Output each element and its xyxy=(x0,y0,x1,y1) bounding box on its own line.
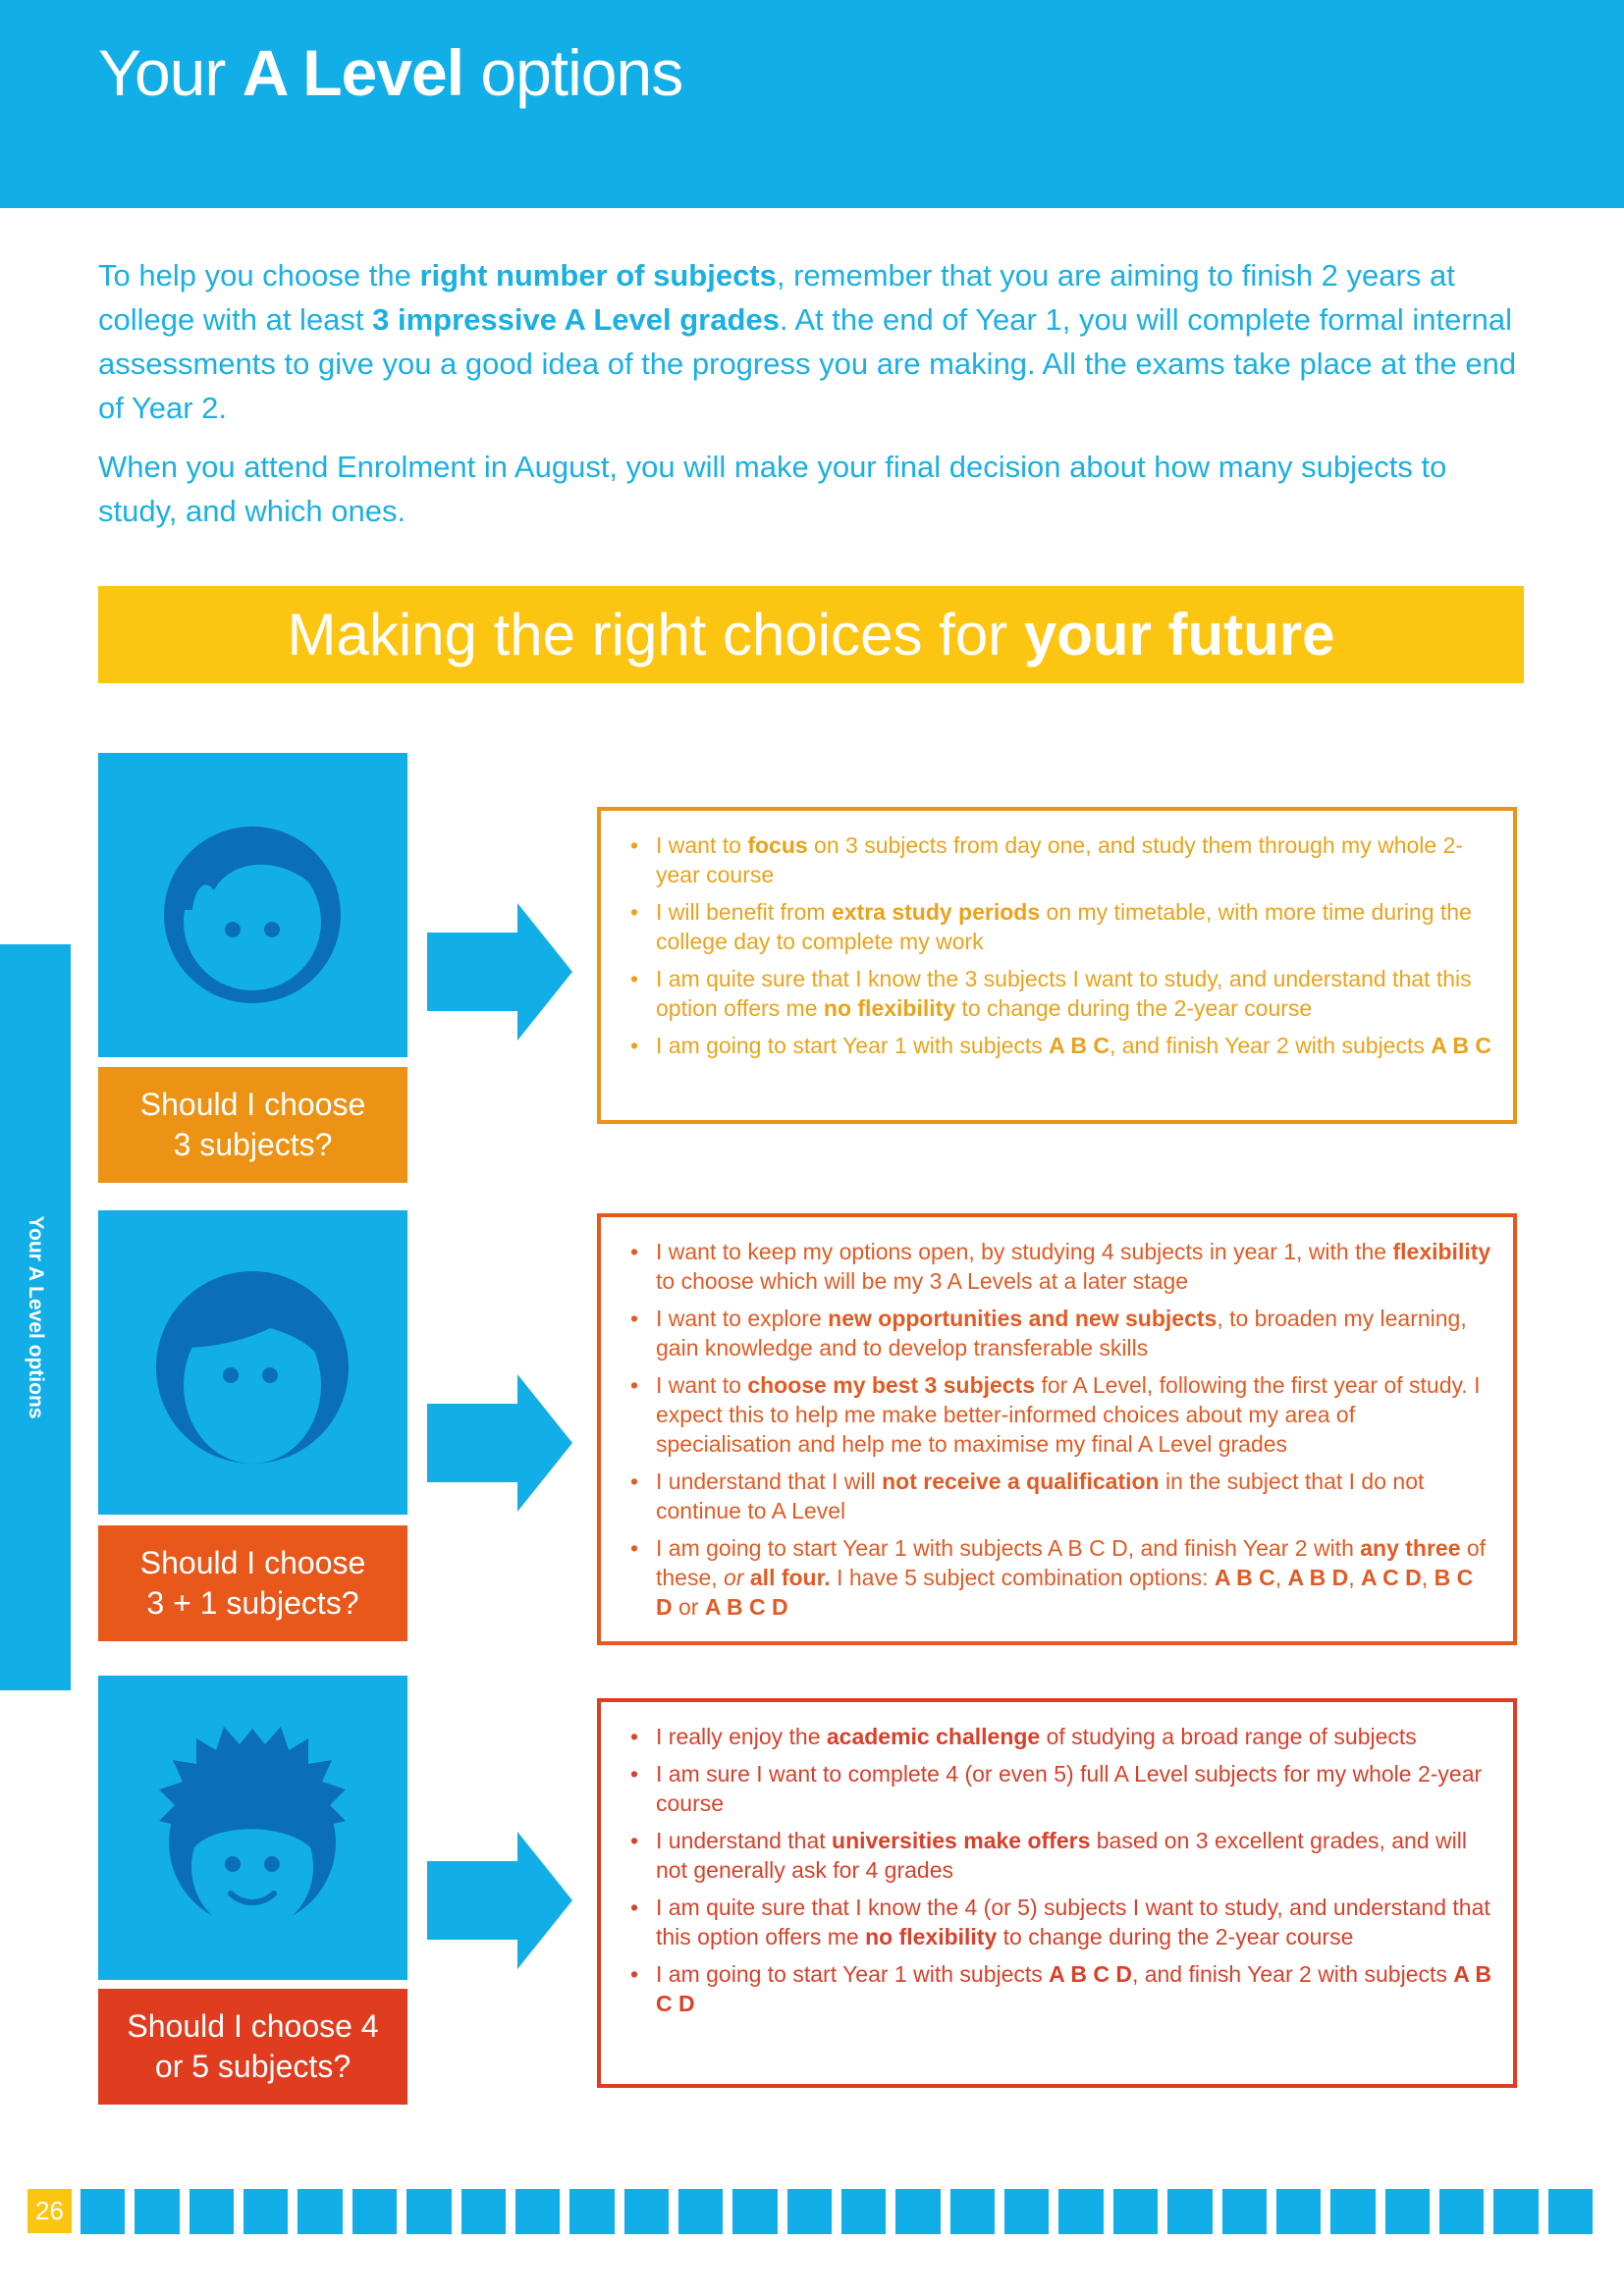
bullet-text: any three xyxy=(1360,1535,1461,1561)
option-bullet xyxy=(621,964,1493,1023)
intro-highlight: 3 impressive A Level grades xyxy=(372,302,780,337)
intro-highlight: right number of subjects xyxy=(419,258,777,293)
option-bullet xyxy=(621,1826,1493,1885)
footer-square xyxy=(1493,2189,1538,2234)
bullet-text: A B C xyxy=(1049,1033,1110,1058)
bullet-text: on 3 subjects from day one, and study them through my whole 2-year course xyxy=(656,832,1464,887)
footer-square xyxy=(1276,2189,1321,2234)
arrow-right-icon xyxy=(427,903,572,1041)
bullet-text: , to broaden my learning, gain knowledge and to develop transferable skills xyxy=(656,1306,1467,1361)
page-number: 26 xyxy=(27,2189,72,2233)
footer-square xyxy=(1113,2189,1158,2234)
bullet-text: I understand that xyxy=(656,1828,833,1853)
footer-square xyxy=(352,2189,397,2234)
footer-square xyxy=(1385,2189,1430,2234)
bullet-text: no flexibility xyxy=(823,995,956,1021)
bullet-text: all four. xyxy=(749,1565,831,1590)
bullet-text: A B D xyxy=(1287,1565,1349,1590)
bullet-text: to change during the 2-year course xyxy=(955,995,1313,1021)
option-bullet xyxy=(621,1370,1493,1459)
bullet-text: I want to explore xyxy=(656,1306,829,1331)
bullet-text: not receive a qualification xyxy=(882,1468,1160,1494)
option-bullet xyxy=(621,830,1493,889)
bullet-text: choose my best 3 subjects xyxy=(747,1372,1036,1398)
bullet-text: academic challenge xyxy=(826,1724,1041,1749)
bullet-text: I want to xyxy=(656,1372,748,1398)
bullet-text: , xyxy=(1274,1565,1288,1590)
question-box-3: Should I choose 4 or 5 subjects? xyxy=(98,1989,407,2105)
footer-square xyxy=(461,2189,506,2234)
bullet-text: new opportunities and new subjects xyxy=(828,1306,1218,1331)
face-illustration-3 xyxy=(98,1676,407,1980)
option-bullet xyxy=(621,1893,1493,1951)
face-illustration-2 xyxy=(98,1210,407,1515)
bullet-text: to choose which will be my 3 A Levels at a later stage xyxy=(656,1268,1189,1294)
intro-paragraph-2: When you attend Enrolment in August, you will make your final decision about how many subjects to study, and which ones. xyxy=(98,450,1447,528)
bullet-text: I am going to start Year 1 with subjects xyxy=(656,1033,1050,1058)
footer-square xyxy=(81,2189,125,2234)
arrow-right-icon xyxy=(427,1832,572,1969)
bullet-text: , and finish Year 2 with subjects xyxy=(1109,1033,1432,1058)
option-bullet xyxy=(621,1959,1493,2018)
bullet-text: I really enjoy the xyxy=(656,1724,827,1749)
options-list-2 xyxy=(621,1237,1493,1622)
footer-square xyxy=(189,2189,234,2234)
bullet-text: no flexibility xyxy=(865,1924,998,1949)
bullet-text: A B C D xyxy=(1049,1961,1132,1987)
footer-square xyxy=(1167,2189,1212,2234)
bullet-text: A C D xyxy=(1361,1565,1422,1590)
bullet-text: or xyxy=(672,1594,705,1620)
boy-face-icon xyxy=(98,753,407,1057)
bullet-text: flexibility xyxy=(1392,1239,1491,1264)
options-box-2 xyxy=(597,1213,1517,1645)
bullet-text: universities make offers xyxy=(832,1828,1091,1853)
girl-face-icon xyxy=(98,1210,407,1515)
bullet-text: B C D xyxy=(656,1565,1474,1620)
side-tab-label: Your A Level options xyxy=(25,1215,47,1419)
intro-run: To help you choose the xyxy=(98,258,420,293)
bullet-text: I am quite sure that I know the 4 (or 5) subjects I want to study, and understand that this option offers me xyxy=(656,1895,1490,1949)
bullet-text: on my timetable, with more time during the college day to complete my work xyxy=(656,899,1472,954)
bullet-text: extra study periods xyxy=(831,899,1041,925)
footer-square xyxy=(624,2189,669,2234)
arrow-right-icon xyxy=(427,1374,572,1512)
footer-square xyxy=(569,2189,614,2234)
bullet-text: , xyxy=(1421,1565,1435,1590)
footer-square xyxy=(135,2189,179,2234)
footer-square xyxy=(1058,2189,1103,2234)
spiky-hair-face-icon xyxy=(98,1676,407,1980)
bullet-text: , and finish Year 2 with subjects xyxy=(1131,1961,1454,1987)
bullet-text: based on 3 excellent grades, and will not generally ask for 4 grades xyxy=(656,1828,1467,1883)
footer-square xyxy=(732,2189,777,2234)
bullet-text: I want to keep my options open, by studying 4 subjects in year 1, with the xyxy=(656,1239,1393,1264)
bullet-text: I am going to start Year 1 with subjects A B C D, and finish Year 2 with xyxy=(656,1535,1361,1561)
footer-square xyxy=(1004,2189,1049,2234)
footer-square xyxy=(841,2189,886,2234)
face-illustration-1 xyxy=(98,753,407,1057)
option-bullet xyxy=(621,1759,1493,1818)
footer-square xyxy=(298,2189,342,2234)
options-box-3 xyxy=(597,1698,1517,2088)
footer-square xyxy=(678,2189,723,2234)
options-list-1 xyxy=(621,830,1493,1060)
footer-square xyxy=(1548,2189,1593,2234)
footer-square xyxy=(895,2189,940,2234)
options-box-1 xyxy=(597,807,1517,1124)
bullet-text: in the subject that I do not continue to A Level xyxy=(656,1468,1425,1523)
page-title: Your A Level options xyxy=(98,36,683,109)
option-bullet xyxy=(621,1237,1493,1296)
footer-square xyxy=(950,2189,995,2234)
intro-run: . At the end of Year 1, you will complete formal internal assessments to give you a good idea of the progress you are making. All the exams take place at the end of Year 2. xyxy=(98,302,1517,425)
bullet-text: I am quite sure that I know the 3 subjects I want to study, and understand that this option offers me xyxy=(656,966,1472,1021)
bullet-text: I will benefit from xyxy=(656,899,832,925)
bullet-text: I am sure I want to complete 4 (or even 5) full A Level subjects for my whole 2-year course xyxy=(656,1761,1483,1816)
options-list-3 xyxy=(621,1722,1493,2018)
question-box-1: Should I choose 3 subjects? xyxy=(98,1067,407,1183)
footer-square xyxy=(406,2189,451,2234)
bullet-text: focus xyxy=(747,832,808,858)
footer-square xyxy=(787,2189,832,2234)
intro-paragraph-1 xyxy=(98,253,1532,430)
footer-square xyxy=(244,2189,288,2234)
bullet-text: I have 5 subject combination options: xyxy=(830,1565,1215,1590)
bullet-text: or xyxy=(724,1565,744,1590)
footer-bar xyxy=(81,2189,1593,2234)
footer-square xyxy=(515,2189,560,2234)
bullet-text: of these, xyxy=(656,1535,1487,1590)
option-bullet xyxy=(621,897,1493,956)
intro-text xyxy=(98,253,1532,548)
bullet-text: I understand that I will xyxy=(656,1468,883,1494)
bullet-text: A B C xyxy=(1214,1565,1275,1590)
bullet-text: I want to xyxy=(656,832,748,858)
footer-square xyxy=(1330,2189,1375,2234)
option-bullet xyxy=(621,1031,1493,1060)
section-banner: Making the right choices for your future xyxy=(98,586,1524,683)
footer-square xyxy=(1439,2189,1484,2234)
side-tab xyxy=(0,944,71,1690)
bullet-text: to change during the 2-year course xyxy=(997,1924,1354,1949)
option-bullet xyxy=(621,1533,1493,1622)
question-box-2: Should I choose 3 + 1 subjects? xyxy=(98,1525,407,1641)
option-bullet xyxy=(621,1467,1493,1525)
bullet-text: A B C xyxy=(1431,1033,1492,1058)
bullet-text: I am going to start Year 1 with subjects xyxy=(656,1961,1050,1987)
footer-square xyxy=(1222,2189,1267,2234)
option-bullet xyxy=(621,1722,1493,1751)
option-bullet xyxy=(621,1304,1493,1362)
bullet-text: A B C D xyxy=(704,1594,788,1620)
bullet-text: for A Level, following the first year of study. I expect this to help me make better-informed choices about my area of specialisation and help me to maximise my final A Level grades xyxy=(656,1372,1481,1457)
intro-run: , remember that you are aiming to finish 2 years at college with at least xyxy=(98,258,1455,337)
bullet-text: A B C D xyxy=(656,1961,1492,2016)
bullet-text: of studying a broad range of subjects xyxy=(1040,1724,1417,1749)
page-header xyxy=(0,0,1624,208)
bullet-text: , xyxy=(1348,1565,1362,1590)
